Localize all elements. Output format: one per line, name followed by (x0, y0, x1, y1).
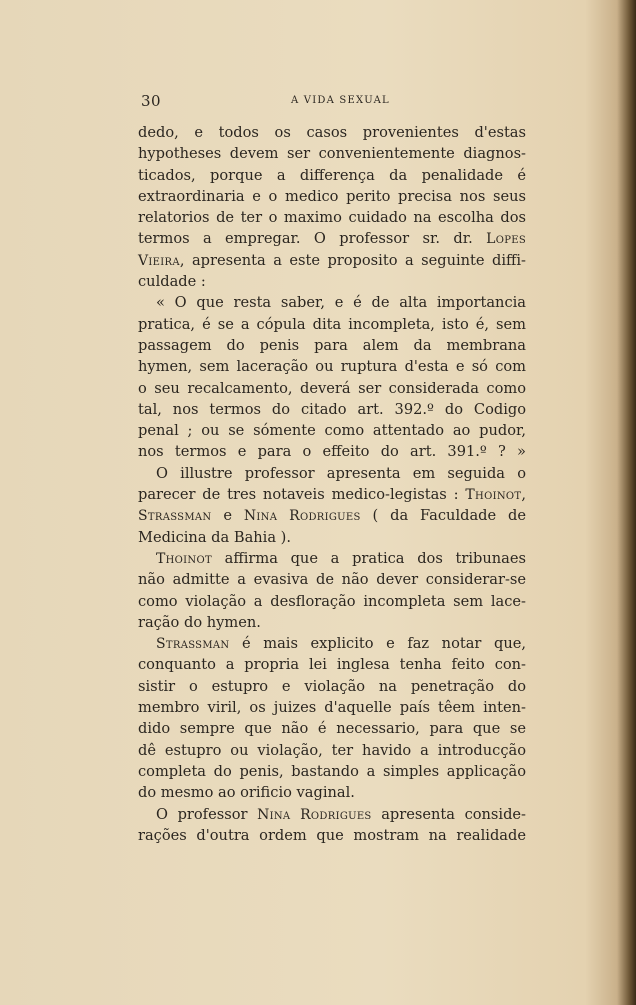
proper-name: Rodrigues (289, 508, 361, 525)
proper-name: Nina (257, 806, 291, 823)
text-line: Thoinot affirma que a pratica dos tribunaes (156, 549, 526, 567)
text-line: parecer de tres notaveis medico-legistas : Thoinot, (138, 486, 526, 504)
proper-name: Rodrigues (300, 806, 372, 823)
text-line: hypotheses devem ser convenientemente diagnos- (138, 145, 526, 163)
text-line: como violação a desfloração incompleta sem lace- (138, 592, 526, 610)
text-line: passagem do penis para alem da membrana (138, 336, 526, 354)
text-line: sistir o estupro e violação na penetração do (138, 677, 526, 695)
text-line: pratica, é se a cópula dita incompleta, isto é, sem (138, 315, 526, 333)
text-line: dedo, e todos os casos provenientes d'estas (138, 124, 526, 141)
page-header (141, 92, 526, 112)
running-title: A VIDA SEXUAL (291, 95, 390, 106)
text-line: do mesmo ao orificio vaginal. (138, 784, 355, 802)
proper-name: Nina (243, 508, 278, 525)
text-line: culdade : (138, 273, 206, 291)
text-line: Vieira, apresenta a este proposito a seguinte diffi- (138, 251, 526, 269)
proper-name: Vieira (138, 252, 180, 269)
text-line: o seu recalcamento, deverá ser considerada como (138, 379, 526, 397)
text-line: extraordinaria e o medico perito precisa nos seus (138, 187, 526, 205)
text-line: tal, nos termos do citado art. 392.º do Codigo (138, 400, 526, 418)
proper-name: Lopes (486, 231, 526, 248)
text-line: Medicina da Bahia ). (138, 528, 292, 546)
text-line: O professor Nina Rodrigues apresenta conside- (156, 805, 526, 823)
text-line: Strassman e Nina Rodrigues ( da Faculdade de (138, 507, 526, 525)
text-line: termos a empregar. O professor sr. dr. Lopes (138, 230, 526, 248)
proper-name: Thoinot (465, 487, 522, 504)
text-line: penal ; ou se sómente como attentado ao pudor, (138, 422, 526, 440)
text-line: relatorios de ter o maximo cuidado na escolha dos (138, 209, 526, 227)
body-text (138, 122, 526, 846)
text-line: membro viril, os juizes d'aquelle país têem inten- (138, 699, 526, 717)
text-line: Strassman é mais explicito e faz notar que, (156, 635, 526, 653)
page-number: 30 (141, 92, 162, 110)
text-line: nos termos e para o effeito do art. 391.º ? » (138, 443, 526, 461)
text-line: rações d'outra ordem que mostram na realidade (138, 826, 526, 844)
text-line: não admitte a evasiva de não dever considerar-se (138, 571, 526, 589)
proper-name: Strassman (138, 508, 212, 525)
text-line: conquanto a propria lei inglesa tenha feito con- (138, 656, 526, 674)
text-line: dê estupro ou violação, ter havido a introducção (138, 741, 526, 759)
text-line: ração do hymen. (138, 613, 261, 631)
text-line: ticados, porque a differença da penalidade é (138, 166, 526, 184)
proper-name: Thoinot (156, 550, 212, 567)
text-line: O illustre professor apresenta em seguida o (156, 464, 526, 482)
text-line: dido sempre que não é necessario, para que se (138, 720, 526, 738)
text-line: hymen, sem laceração ou ruptura d'esta e só com (138, 358, 526, 376)
text-line: completa do penis, bastando a simples applicação (138, 762, 526, 780)
text-line: « O que resta saber, e é de alta importancia (156, 294, 526, 312)
proper-name: Strassman (156, 636, 230, 653)
